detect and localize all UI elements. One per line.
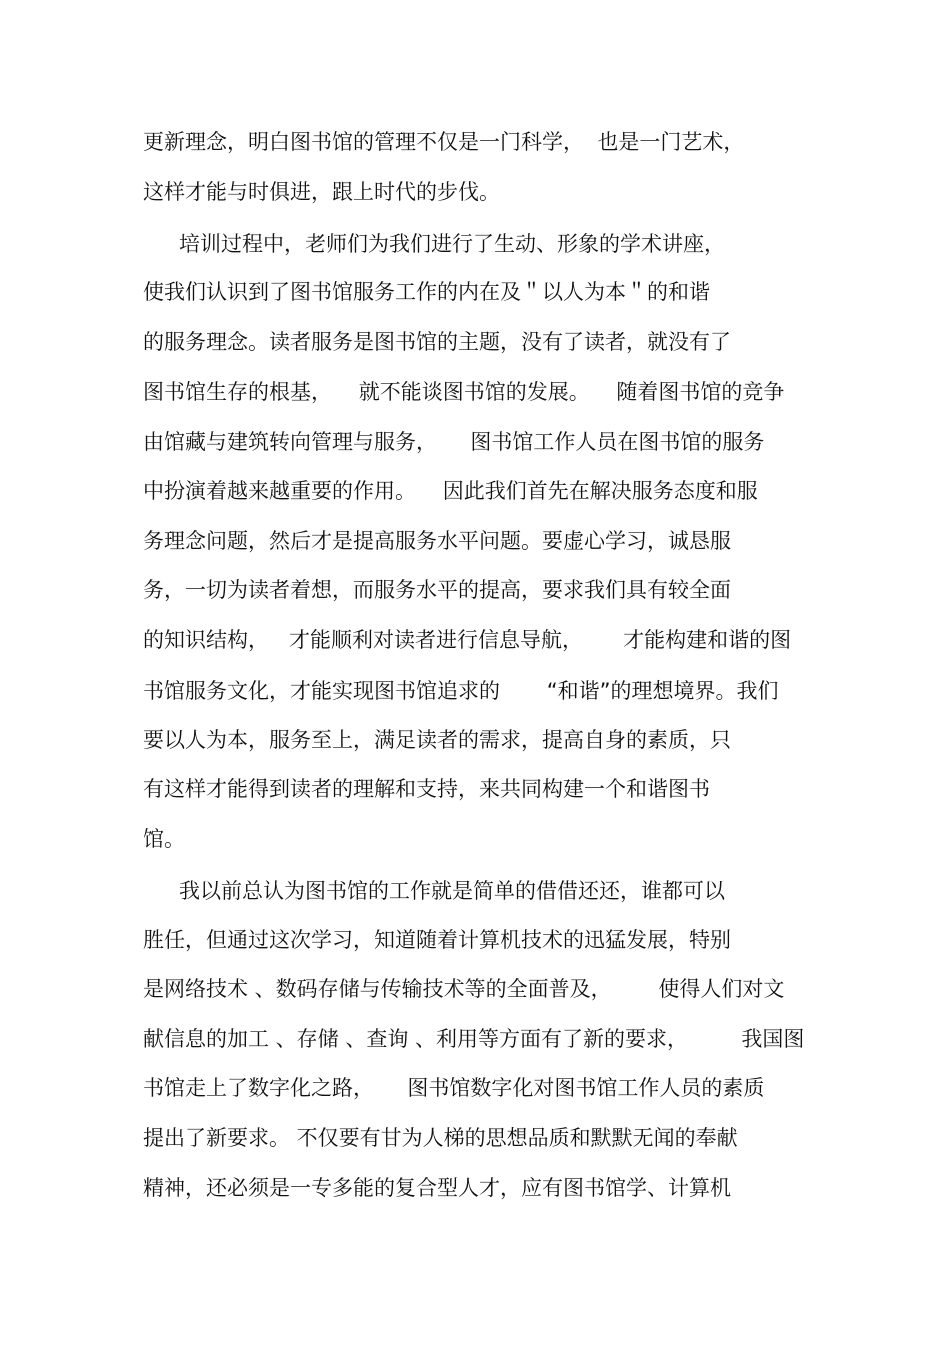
text-line: 有这样才能得到读者的理解和支持，来共同构建一个和谐图书 [143,777,710,801]
text-line: 是网络技术 、数码存储与传输技术等的全面普及， 使得人们对文 [143,977,785,1001]
text-line: 提出了新要求。 不仅要有甘为人梯的思想品质和默默无闻的奉献 [143,1126,738,1150]
text-line: 使我们认识到了图书馆服务工作的内在及＂以人为本＂的和谐 [143,280,710,304]
text-line: 务理念问题，然后才是提高服务水平问题。要虚心学习，诚恳服 [143,529,731,553]
paragraph-first-line: 我以前总认为图书馆的工作就是简单的借借还还，谁都可以 [179,879,725,903]
text-line: 要以人为本，服务至上，满足读者的需求，提高自身的素质，只 [143,728,731,752]
text-line: 书馆走上了数字化之路， 图书馆数字化对图书馆工作人员的素质 [143,1076,765,1100]
text-line: 精神，还必须是一专多能的复合型人才，应有图书馆学、计算机 [143,1176,731,1200]
text-line: 献信息的加工 、存储 、查询 、利用等方面有了新的要求， 我国图 [143,1027,805,1051]
text-line: 图书馆生存的根基， 就不能谈图书馆的发展。 随着图书馆的竞争 [143,380,785,404]
text-line: 的知识结构， 才能顺利对读者进行信息导航， 才能构建和谐的图 [143,628,792,652]
text-line: 这样才能与时俱进，跟上时代的步伐。 [143,180,500,204]
text-line: 馆。 [143,827,185,851]
text-line: 由馆藏与建筑转向管理与服务， 图书馆工作人员在图书馆的服务 [143,430,765,454]
text-line: 胜任，但通过这次学习，知道随着计算机技术的迅猛发展，特别 [143,928,731,952]
text-line: 务，一切为读者着想，而服务水平的提高，要求我们具有较全面 [143,578,731,602]
text-line: 更新理念，明白图书馆的管理不仅是一门科学， 也是一门艺术， [143,130,745,154]
text-line: 书馆服务文化，才能实现图书馆追求的 “和谐”的理想境界。我们 [143,679,779,703]
text-line: 中扮演着越来越重要的作用。 因此我们首先在解决服务态度和服 [143,479,758,503]
text-line: 的服务理念。读者服务是图书馆的主题，没有了读者，就没有了 [143,330,731,354]
paragraph-first-line: 培训过程中，老师们为我们进行了生动、形象的学术讲座， [179,232,725,256]
